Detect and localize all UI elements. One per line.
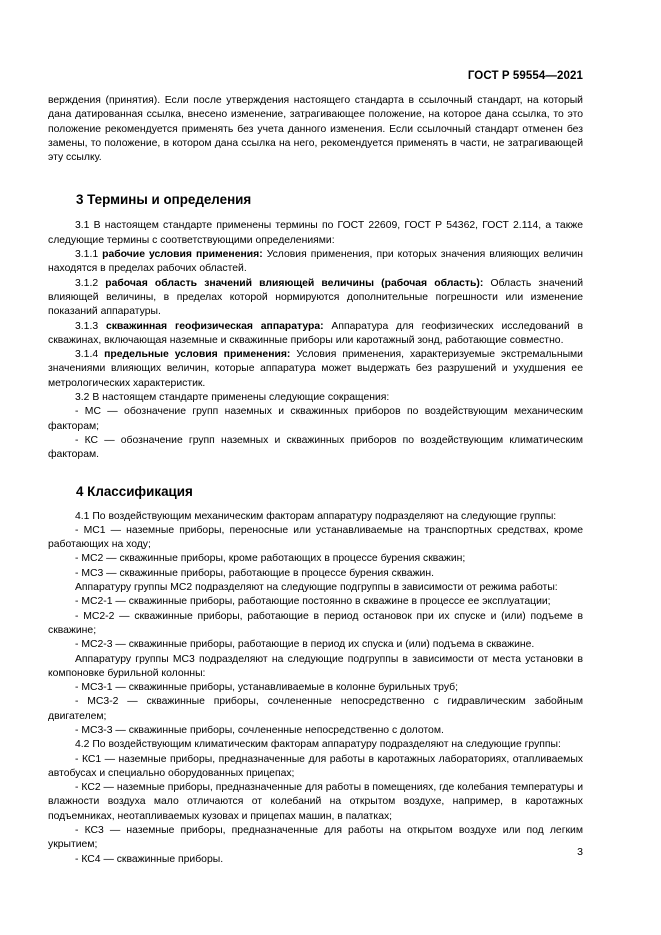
term-name: рабочая область значений влияющей величины (рабочая область): (105, 277, 484, 289)
document-code: ГОСТ Р 59554—2021 (467, 70, 583, 82)
subgroup-mc3-1: - МС3-1 — скважинные приборы, устанавливаемые в колонне бурильных труб; (75, 682, 458, 694)
clause-3-1: 3.1 В настоящем стандарте применены термины по ГОСТ 22609, ГОСТ Р 54362, ГОСТ 2.114, а также следующие термины с соответствующими определениями: (48, 220, 583, 246)
group-mc2: - МС2 — скважинные приборы, кроме работающих в процессе бурения скважин; (75, 553, 466, 565)
intro-paragraph: верждения (принятия). Если после утверждения настоящего стандарта в ссылочный стандарт, на который дана датированная ссылка, внесено изменение, затрагивающее положение, на которое дана ссылка, то это положение рекомендуется применять без учета данного изменения. Если ссылочный стандарт отменен без замены, то положение, в котором дана ссылка на него, рекомендуется применять в части, не затрагивающей эту ссылку. (48, 95, 583, 164)
clause-3-2: 3.2 В настоящем стандарте применены следующие сокращения: (75, 392, 390, 404)
subgroup-mc2-2: - МС2-2 — скважинные приборы, работающие в период остановок при их спуске и (или) подъеме в скважине; (48, 610, 583, 636)
term-definition: Аппаратура для геофизических исследований в скважинах, включающая наземные и скважинные приборы или каротажный зонд, работающие совместно. (48, 320, 583, 346)
subgroup-mc3-2: - МС3-2 — скважинные приборы, сочлененные непосредственно с гидравлическим забойным двигателем; (48, 696, 583, 722)
term-name: скважинная геофизическая аппаратура: (105, 320, 324, 332)
abbreviation-mc: - МС — обозначение групп наземных и скважинных приборов по воздействующим механическим факторам; (48, 406, 583, 432)
group-mc1: - МС1 — наземные приборы, переносные или устанавливаемые на транспортных средствах, кроме работающих на ходу; (48, 524, 583, 551)
group-mc3: - МС3 — скважинные приборы, работающие в процессе бурения скважин. (75, 567, 434, 579)
term-number: 3.1.4 (75, 349, 105, 361)
clause-3-1-3 (48, 320, 583, 349)
page-number: 3 (577, 846, 583, 858)
term-definition: Условия применения, характеризуемые экстремальными значениями влияющих величин, которые аппаратура может выдержать без разрушений и ухудшения ее метрологических характеристик. (48, 349, 583, 389)
term-definition: Условия применения, при которых значения влияющих величин находятся в пределах рабочих областей. (48, 249, 584, 275)
mc2-subgroups-intro: Аппаратуру группы МС2 подразделяют на следующие подгруппы в зависимости от режима работы: (75, 582, 558, 594)
term-definition: Область значений влияющей величины, в пределах которой нормируются дополнительные погрешности или изменение показаний аппаратуры. (48, 277, 584, 318)
abbreviation-kc: - КС — обозначение групп наземных и скважинных приборов по воздействующим климатическим факторам. (48, 434, 583, 461)
term-number: 3.1.2 (75, 277, 106, 289)
clause-3-1-4 (48, 348, 583, 391)
section-3-title: 3 Термины и определения (76, 192, 252, 208)
group-kc1: - КС1 — наземные приборы, предназначенные для работы в каротажных лабораториях, отапливаемых автобусах и специально оборудованных прицепах; (48, 753, 583, 779)
clause-4-1: 4.1 По воздействующим механическим факторам аппаратуру подразделяют на следующие группы: (75, 510, 557, 522)
subgroup-mc3-3: - МС3-3 — скважинные приборы, сочлененные непосредственно с долотом. (75, 724, 444, 736)
term-name: предельные условия применения: (104, 349, 291, 361)
term-number: 3.1.1 (75, 249, 103, 261)
page-body (48, 94, 583, 867)
group-kc4: - КС4 — скважинные приборы. (75, 853, 224, 865)
subgroup-mc2-3: - МС2-3 — скважинные приборы, работающие в период их спуска и (или) подъема в скважине. (75, 639, 535, 651)
clause-4-2: 4.2 По воздействующим климатическим факторам аппаратуру подразделяют на следующие группы: (75, 739, 561, 751)
mc3-subgroups-intro: Аппаратуру группы МС3 подразделяют на следующие подгруппы в зависимости от места установки в компоновке бурильной колонны: (48, 653, 583, 679)
term-number: 3.1.3 (75, 320, 106, 332)
group-kc3: - КС3 — наземные приборы, предназначенные для работы на открытом воздухе или под легким укрытием; (48, 825, 583, 851)
group-kc2: - КС2 — наземные приборы, предназначенные для работы в помещениях, где колебания температуры и влажности воздуха мало отличаются от колебаний на открытом воздухе, например, в каротажных подъемниках, неотапливаемых кузовах и прицепах машин, в палатках; (48, 782, 583, 822)
term-name: рабочие условия применения: (102, 249, 263, 261)
clause-3-1-2 (48, 277, 583, 320)
subgroup-mc2-1: - МС2-1 — скважинные приборы, работающие постоянно в скважине в процессе ее эксплуатации; (75, 596, 551, 608)
section-4-title: 4 Классификация (76, 483, 193, 499)
clause-3-1-1 (48, 248, 583, 277)
